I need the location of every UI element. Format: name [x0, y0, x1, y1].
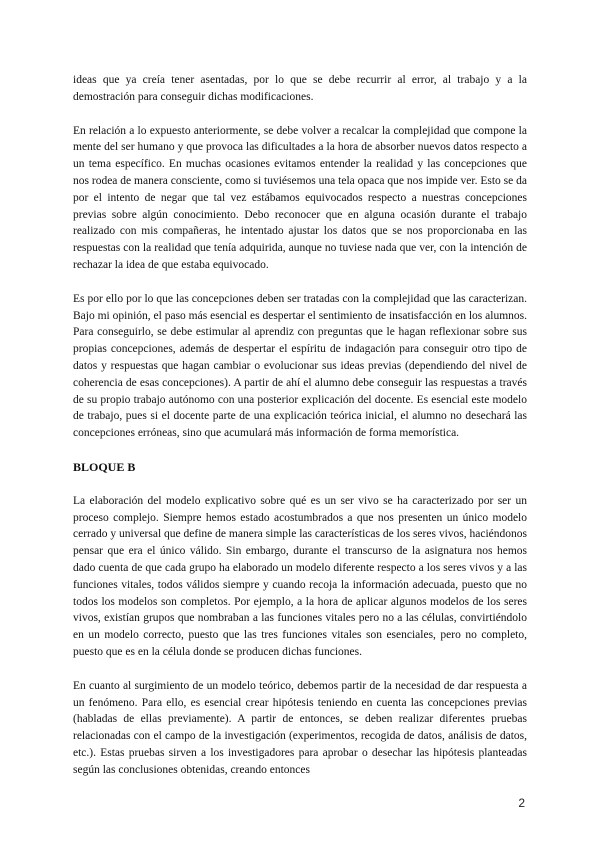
paragraph-spacer	[73, 274, 527, 291]
section-heading: BLOQUE B	[73, 459, 136, 474]
page-content	[73, 72, 527, 778]
paragraph-theoretical-model: En cuanto al surgimiento de un modelo teórico, debemos partir de la necesidad de dar respuesta a un fenómeno. Para ello, es esencial crear hipótesis teniendo en cuenta las concepciones previas (habladas de ellas previamente). A partir de entonces, se deben realizar diferentes pruebas relacionadas con el campo de la investigación (experimentos, recogida de datos, análisis de datos, etc.). Estas pruebas sirven a los investigadores para aprobar o desechar las hipótesis planteadas según las conclusiones obtenidas, creando entonces	[73, 679, 527, 776]
paragraph-spacer	[73, 476, 527, 493]
paragraph-spacer	[73, 442, 527, 459]
paragraph-conceptions: Es por ello por lo que las concepciones deben ser tratadas con la complejidad que las caracterizan. Bajo mi opinión, el paso más esencial es despertar el sentimiento de insatisfacción en los alumnos. Para conseguirlo, se debe estimular al aprendiz con preguntas que le hagan reflexionar sobre sus propias concepciones, además de despertar el espíritu de indagación para conseguir otro tipo de datos y respuestas que hagan cambiar o evolucionar sus ideas previas (dependiendo del nivel de coherencia de esas concepciones). A partir de ahí el alumno debe conseguir las respuestas a través de su propio trabajo autónomo con una posterior explicación del docente. Es esencial este modelo de trabajo, pues si el docente parte de una explicación teórica inicial, el alumno no desechará las concepciones erróneas, sino que acumulará más información de forma memorística.	[73, 292, 527, 440]
paragraph-complexity: En relación a lo expuesto anteriormente, se debe volver a recalcar la complejidad que compone la mente del ser humano y que provoca las dificultades a la hora de absorber nuevos datos respecto a un tema específico. En muchas ocasiones evitamos entender la realidad y las concepciones que nos rodea de manera consciente, como si tuviésemos una tela opaca que nos impide ver. Esto se da por el intento de negar que tal vez estábamos equivocados respecto a nuestras concepciones previas sobre algún conocimiento. Debo reconocer que en alguna ocasión durante el trabajo realizado con mis compañeras, he intentado ajustar los datos que se nos proporcionaba en las respuestas con la realidad que tenía adquirida, aunque no tuviese nada que ver, con la intención de rechazar la idea de que estaba equivocado.	[73, 124, 527, 271]
paragraph-spacer	[73, 106, 527, 123]
page-number: 2	[518, 796, 525, 810]
paragraph-spacer	[73, 661, 527, 678]
paragraph-model: La elaboración del modelo explicativo sobre qué es un ser vivo se ha caracterizado por ser un proceso complejo. Siempre hemos estado acostumbrados a que nos presenten un único modelo cerrado y universal que define de manera simple las características de los seres vivos, haciéndonos pensar que era el único válido. Sin embargo, durante el transcurso de la asignatura nos hemos dado cuenta de que cada grupo ha elaborado un modelo diferente respecto a los seres vivos y a las funciones vitales, todos válidos siempre y cuando recoja la información adecuada, puesto que no todos los modelos son completos. Por ejemplo, a la hora de aplicar algunos modelos de los seres vivos, existían grupos que nombraban a las funciones vitales pero no a las células, convirtiéndolo en un modelo correcto, puesto que las tres funciones vitales son esenciales, pero no completo, puesto que es en la célula donde se producen dichas funciones.	[73, 494, 527, 658]
paragraph-continuation: ideas que ya creía tener asentadas, por lo que se debe recurrir al error, al trabajo y a la demostración para conseguir dichas modificaciones.	[73, 74, 527, 103]
